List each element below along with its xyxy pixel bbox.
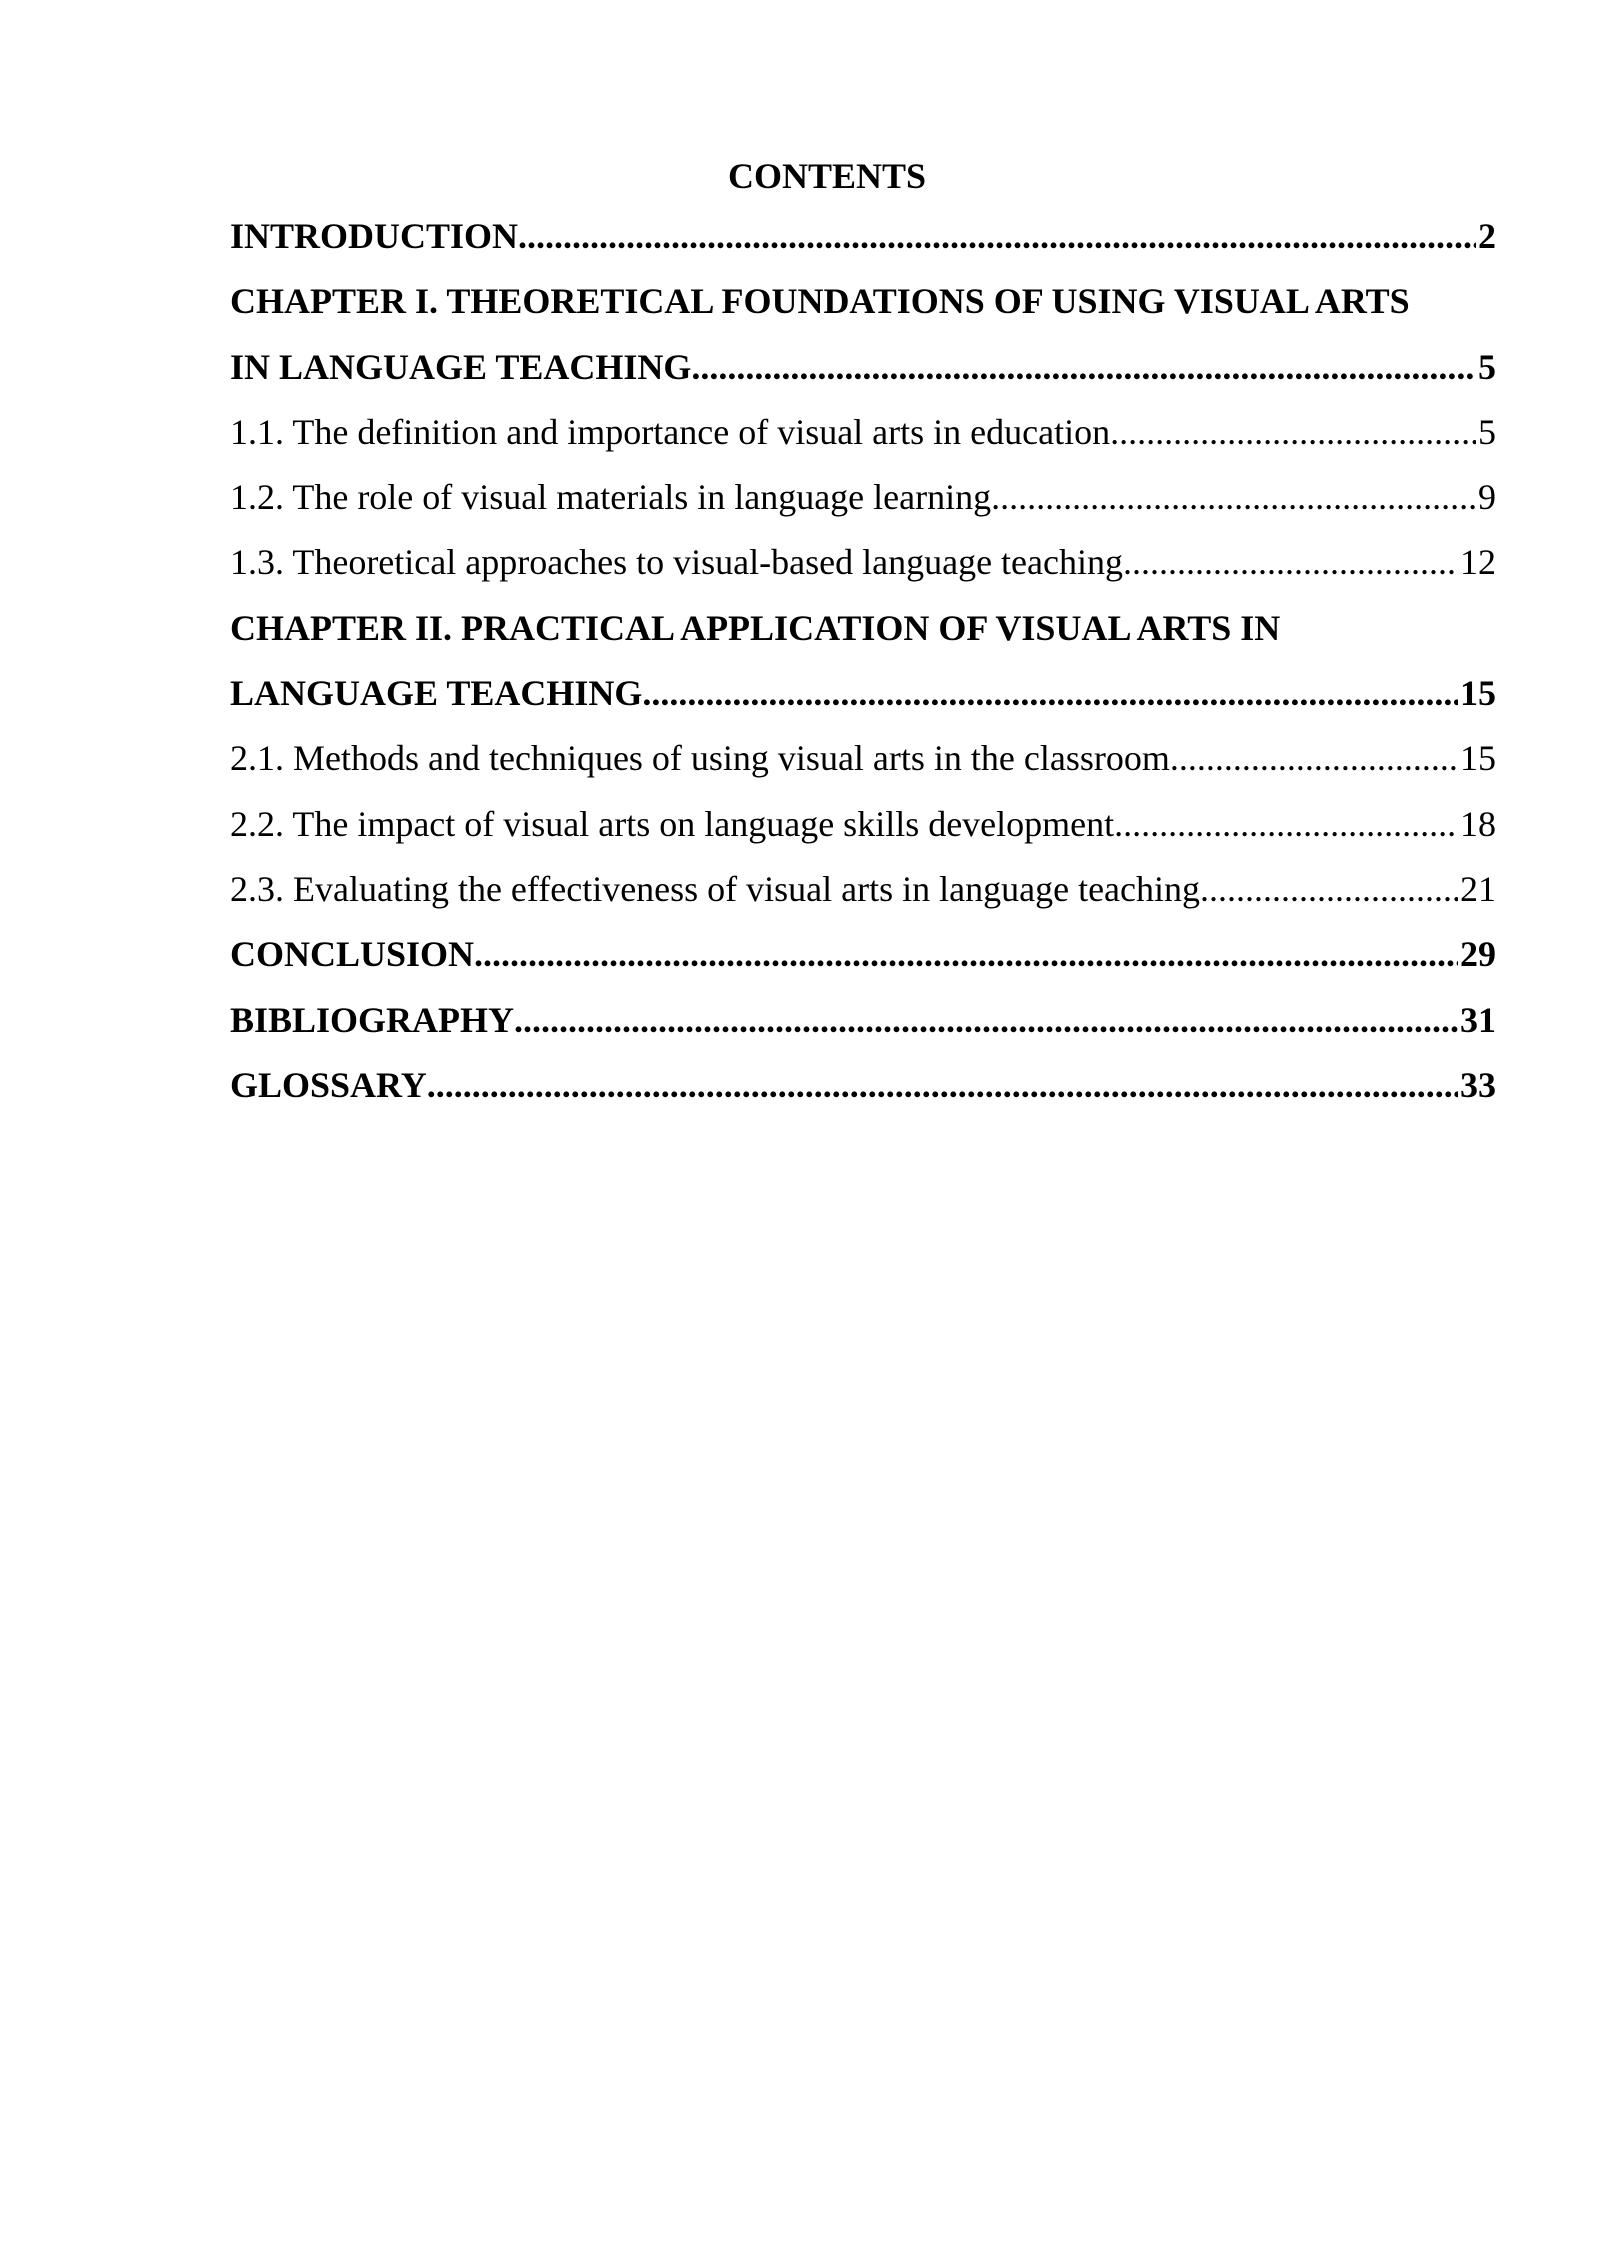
toc-entry-label: BIBLIOGRAPHY: [230, 999, 515, 1040]
dot-leader: [518, 204, 1476, 269]
dot-leader: [474, 922, 1458, 987]
toc-entry-bibliography[interactable]: [230, 988, 1496, 1053]
dot-leader: [1123, 530, 1458, 595]
toc-page-number: 9: [1478, 477, 1496, 518]
toc-page-number: 2: [1478, 216, 1496, 256]
toc-entry-label: GLOSSARY: [230, 1064, 427, 1105]
dot-leader: [642, 661, 1458, 726]
toc-entry-section-2-1[interactable]: [230, 726, 1496, 791]
dot-leader: [691, 335, 1476, 400]
page-title: CONTENTS: [727, 156, 927, 196]
dot-leader: [1200, 857, 1458, 922]
toc-entry-label: 2.3. Evaluating the effectiveness of visual arts in language teaching: [230, 868, 1201, 909]
toc-entry-glossary[interactable]: [230, 1053, 1496, 1118]
toc-entry-label: 2.1. Methods and techniques of using visual arts in the classroom: [230, 738, 1170, 779]
toc-page-number: 31: [1460, 999, 1496, 1040]
toc-entry-label: 1.3. Theoretical approaches to visual-based language teaching: [230, 542, 1123, 583]
toc-entry-label: CONCLUSION: [230, 934, 475, 975]
toc-entry-section-1-2[interactable]: [230, 465, 1496, 530]
toc-entry-label-line1: CHAPTER I. THEORETICAL FOUNDATIONS OF USING VISUAL ARTS: [230, 281, 1410, 322]
toc-page-number: 12: [1460, 542, 1496, 583]
toc-page-number: 29: [1460, 934, 1496, 975]
toc-page-number: 18: [1460, 803, 1496, 844]
toc-page-number: 5: [1478, 346, 1496, 387]
toc-entry-label: LANGUAGE TEACHING: [230, 673, 643, 714]
toc-entry-section-2-2[interactable]: [230, 792, 1496, 857]
toc-entry-label: 1.2. The role of visual materials in language learning: [230, 477, 992, 518]
toc-entry-conclusion[interactable]: [230, 922, 1496, 987]
toc-page-number: 21: [1460, 868, 1496, 909]
toc-page-number: 15: [1460, 673, 1496, 714]
toc-page-number: 15: [1460, 738, 1496, 779]
toc-entry-chapter-2[interactable]: [230, 596, 1496, 727]
toc-entry-section-2-3[interactable]: [230, 857, 1496, 922]
toc-page-number: 33: [1460, 1064, 1496, 1105]
toc-entry-section-1-1[interactable]: [230, 400, 1496, 465]
toc-entry-introduction[interactable]: [230, 204, 1496, 269]
toc-entry-chapter-1[interactable]: [230, 269, 1496, 400]
toc-entry-label: IN LANGUAGE TEACHING: [230, 346, 692, 387]
table-of-contents: [230, 148, 1496, 1118]
toc-page-number: 5: [1478, 411, 1496, 452]
dot-leader: [1114, 792, 1458, 857]
dot-leader: [991, 465, 1476, 530]
toc-entry-section-1-3[interactable]: [230, 530, 1496, 595]
toc-entry-label: INTRODUCTION: [230, 216, 519, 256]
dot-leader: [427, 1053, 1458, 1118]
toc-entry-label: 2.2. The impact of visual arts on language skills development: [230, 803, 1115, 844]
dot-leader: [1170, 726, 1458, 791]
toc-entry-label: 1.1. The definition and importance of visual arts in education: [230, 411, 1111, 452]
toc-entry-label-line1: CHAPTER II. PRACTICAL APPLICATION OF VISUAL ARTS IN: [230, 607, 1281, 648]
dot-leader: [514, 988, 1458, 1053]
dot-leader: [1110, 400, 1476, 465]
